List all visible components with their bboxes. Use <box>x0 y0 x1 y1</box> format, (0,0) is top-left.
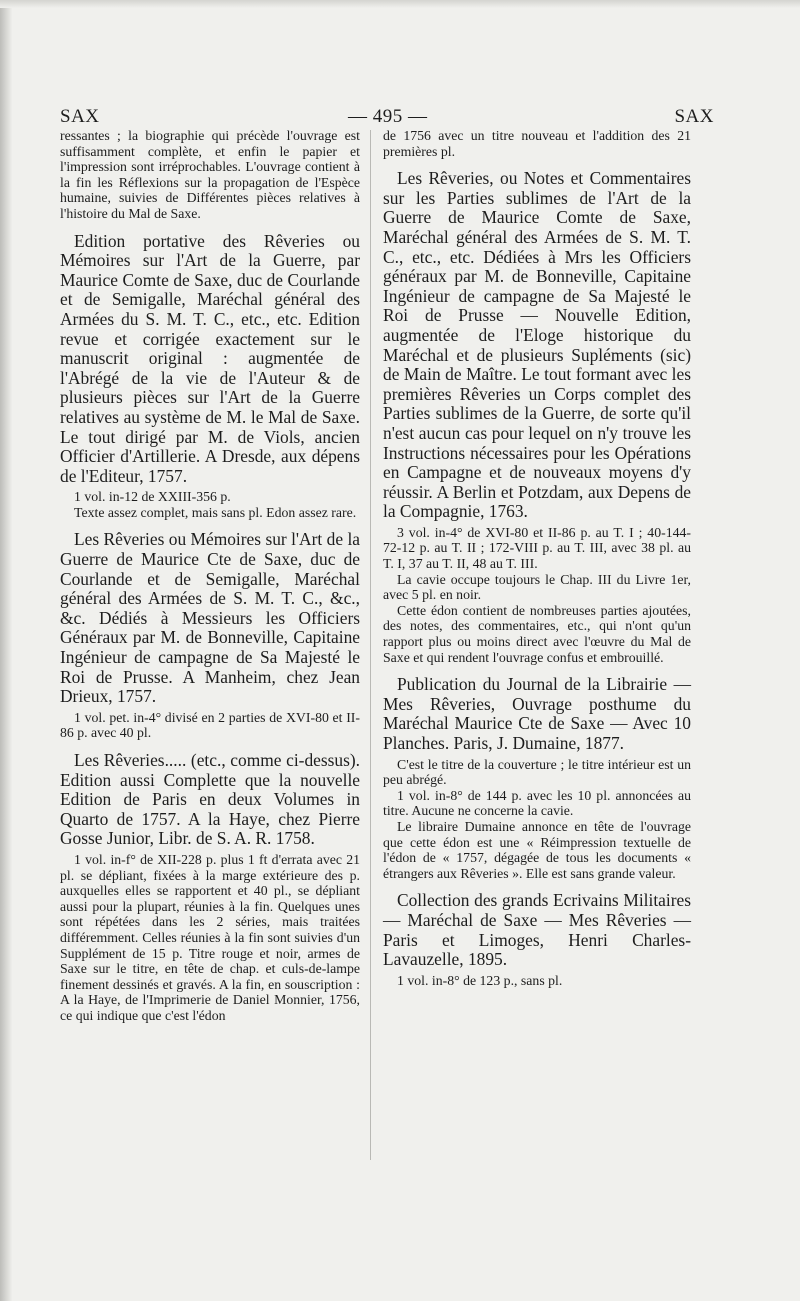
entry-title-manheim: Les Rêveries ou Mémoires sur l'Art de la Guerre de Maurice Cte de Saxe, duc de Courlande et de Semigalle, Maréchal général des Armées de S. M. T. C., &c., &c. Dédiés à Messieurs les Officiers Généraux par M. de Bonneville, Capitaine Ingénieur de campagne de Sa Majesté le Roi de Prusse. A Manheim, chez Jean Drieux, 1757. <box>60 529 360 707</box>
entry-note: Cette édon contient de nombreuses parties ajoutées, des notes, des commentaires, etc., qui n'ont qu'un rapport plus ou moins direct avec l'œuvre du Mal de Saxe et qui rendent l'ouvrage confus et embrouillé. <box>383 602 691 665</box>
entry-collation: 1 vol. in-8° de 144 p. avec les 10 pl. annoncées au titre. Aucune ne concerne la cavie. <box>383 787 691 819</box>
running-head-right: SAX <box>674 106 714 127</box>
entry-note-continued: ressantes ; la biographie qui précède l'ouvrage est suffisamment complète, et enfin le papier et l'impression sont irréprochables. L'ouvrage contient à la fin les Réflexions sur la propagation de l'Espèce humaine, suivies de Différentes pièces relatives à l'histoire du Mal de Saxe. <box>60 128 360 221</box>
entry-note-continued: de 1756 avec un titre nouveau et l'addition des 21 premières pl. <box>383 128 691 159</box>
running-head-left: SAX <box>60 106 100 127</box>
entry-collation: 3 vol. in-4° de XVI-80 et II-86 p. au T. I ; 40-144-72-12 p. au T. II ; 172-VIII p. au T. III, avec 38 pl. au T. I, 37 au T. II, 48 au T. III. <box>383 524 691 572</box>
page-number: — 495 — <box>348 106 428 127</box>
page-edge-shadow <box>0 0 12 1301</box>
entry-title-dumaine: Publication du Journal de la Librairie — Mes Rêveries, Ouvrage posthume du Maréchal Maurice Cte de Saxe — Avec 10 Planches. Paris, J. Dumaine, 1877. <box>383 674 691 753</box>
column-divider <box>370 130 371 1160</box>
entry-note: C'est le titre de la couverture ; le titre intérieur est un peu abrégé. <box>383 756 691 788</box>
entry-title-edition-portative: Edition portative des Rêveries ou Mémoires sur l'Art de la Guerre, par Maurice Comte de Saxe, duc de Courlande et de Semigalle, Maréchal général des Armées du S. M. T. C., etc., etc. Edition revue et corrigée exactement sur le manuscrit original : augmentée de l'Abrégé de la vie de l'Auteur & de plusieurs pièces sur l'Art de la Guerre relatives au système de M. le Mal de Saxe. Le tout dirigé par M. de Viols, ancien Officier d'Artillerie. A Dresde, aux dépens de l'Editeur, 1757. <box>60 230 360 486</box>
entry-collation: 1 vol. pet. in-4° divisé en 2 parties de XVI-80 et II-86 p. avec 40 pl. <box>60 709 360 741</box>
page-top-shadow <box>0 0 800 8</box>
entry-note: Le libraire Dumaine annonce en tête de l'ouvrage que cette édon est une « Réimpression textuelle de l'édon de « 1757, dégagée de tous les documents « étrangers aux Rêveries ». Elle est sans grande valeur. <box>383 818 691 881</box>
entry-title-lavauzelle: Collection des grands Ecrivains Militaires — Maréchal de Saxe — Mes Rêveries — Paris et Limoges, Henri Charles-Lavauzelle, 1895. <box>383 890 691 970</box>
entry-note: Texte assez complet, mais sans pl. Edon assez rare. <box>74 504 357 520</box>
entry-title-berlin: Les Rêveries, ou Notes et Commentaires sur les Parties sublimes de l'Art de la Guerre de Maurice Comte de Saxe, Maréchal général des Armées de S. M. T. C., etc., etc. Dédiées à Mrs les Officiers généraux par M. de Bonneville, Capitaine Ingénieur de campagne de Sa Majesté le Roi de Prusse — Nouvelle Edition, augmentée de l'Eloge historique du Maréchal et de plusieurs Supléments (sic) de Main de Maître. Le tout formant avec les premières Rêveries un Corps complet des Parties sublimes de la Guerre, de sorte qu'il n'est aucun cas pour lequel on n'y trouve les Instructions nécessaires pour les Opérations en Campagne et de nouveaux moyens d'y réussir. A Berlin et Potzdam, aux Depens de la Compagnie, 1763. <box>383 168 691 522</box>
entry-title-la-haye: Les Rêveries..... (etc., comme ci-dessus). Edition aussi Complette que la nouvelle Edition de Paris en deux Volumes in Quarto de 1757. A la Haye, chez Pierre Gosse Junior, Libr. de S. A. R. 1758. <box>60 750 360 849</box>
entry-collation: 1 vol. in-8° de 123 p., sans pl. <box>397 972 563 988</box>
entry-collation: 1 vol. in-f° de XII-228 p. plus 1 ft d'errata avec 21 pl. se dépliant, fixées à la marge extérieure des p. auxquelles elles se rapportent et 40 pl., se dépliant aussi pour la plupart, réunies à la fin. Quelques unes sont répétées dans les 2 séries, mais traitées différemment. Celles réunies à la fin sont suivies d'un Supplément de 15 p. Titre rouge et noir, armes de Saxe sur le titre, en tête de chap. et culs-de-lampe finement dessinés et gravés. A la fin, en souscription : A la Haye, de l'Imprimerie de Daniel Monnier, 1756, ce qui indique que c'est l'édon <box>60 851 360 1023</box>
right-column <box>383 128 691 988</box>
entry-note: La cavie occupe toujours le Chap. III du Livre 1er, avec 5 pl. en noir. <box>383 571 691 603</box>
left-column <box>60 128 360 1024</box>
entry-collation: 1 vol. in-12 de XXIII-356 p. <box>74 489 231 505</box>
